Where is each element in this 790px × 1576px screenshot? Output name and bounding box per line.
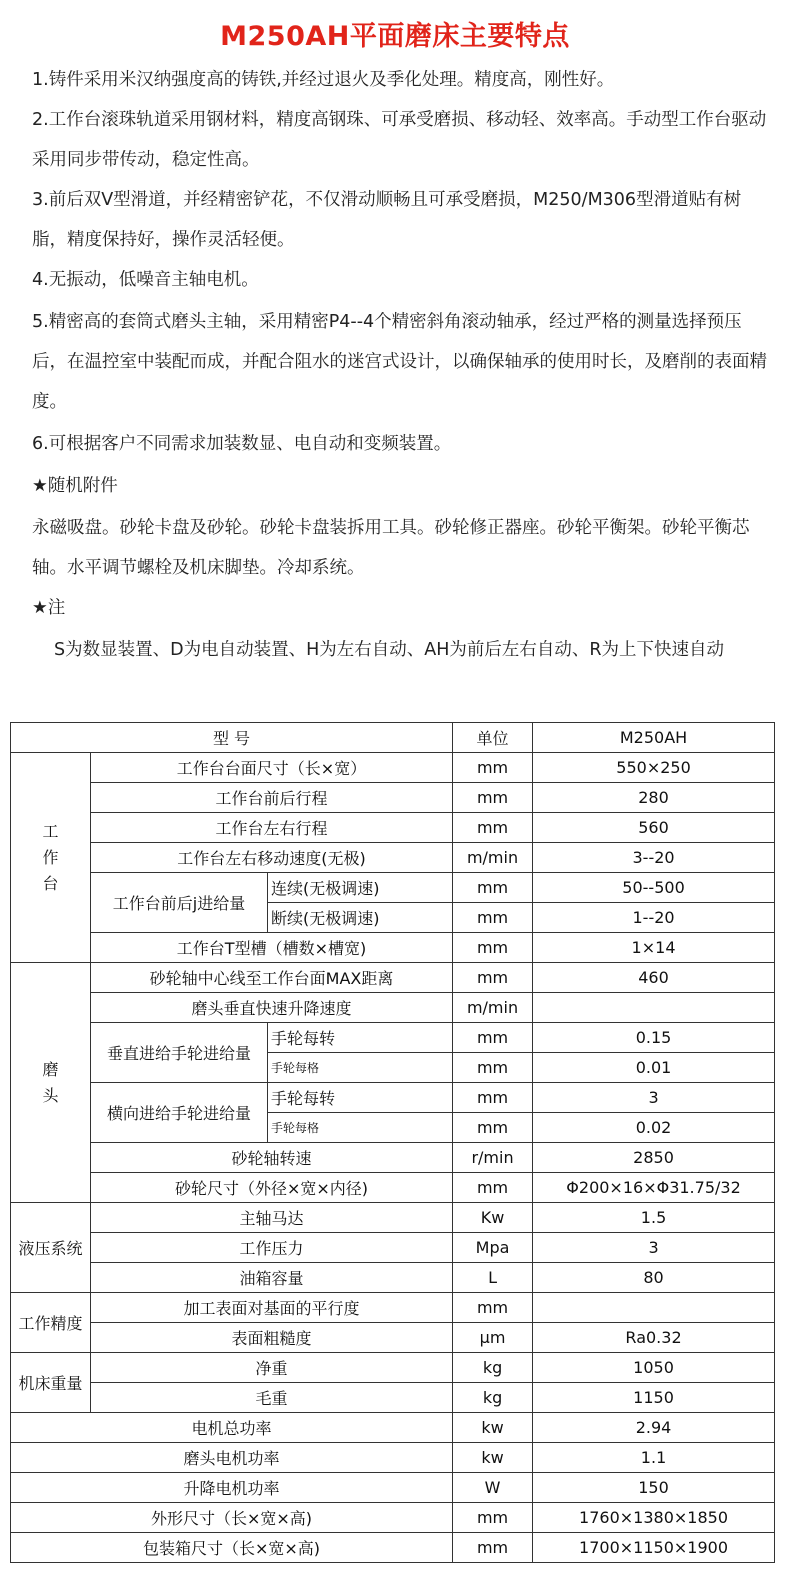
table-row [11, 813, 775, 843]
row-unit: mm [453, 1113, 533, 1143]
row-value: 0.02 [533, 1113, 775, 1143]
row-value: 1050 [533, 1353, 775, 1383]
row-unit: m/min [453, 843, 533, 873]
row-unit: m/min [453, 993, 533, 1023]
table-row [11, 1203, 775, 1233]
row-value: 2.94 [533, 1413, 775, 1443]
row-value: 80 [533, 1263, 775, 1293]
page-title: M250AH平面磨床主要特点 [220, 21, 570, 52]
row-unit: L [453, 1263, 533, 1293]
table-row [11, 1173, 775, 1203]
row-unit: mm [453, 1533, 533, 1563]
row-item: 工作台左右行程 [91, 813, 453, 843]
table-row [11, 1473, 775, 1503]
row-unit: mm [453, 1053, 533, 1083]
feature-1: 1.铸件采用米汉纳强度高的铸铁,并经过退火及季化处理。精度高，刚性好。 [32, 70, 615, 90]
note-heading: ★注 [32, 598, 66, 618]
table-row [11, 1413, 775, 1443]
row-item: 外形尺寸（长×宽×高) [11, 1503, 453, 1533]
row-item: 垂直进给手轮进给量 [91, 1023, 268, 1083]
group-grinding-head [11, 963, 91, 1203]
table-row [11, 1353, 775, 1383]
row-sub-item: 手轮每转 [268, 1083, 453, 1113]
table-row [11, 1383, 775, 1413]
row-unit: mm [453, 903, 533, 933]
accessories-heading: ★随机附件 [32, 476, 118, 496]
row-unit: mm [453, 1293, 533, 1323]
row-value: Ra0.32 [533, 1323, 775, 1353]
feature-5: 5.精密高的套筒式磨头主轴，采用精密P4--4个精密斜角滚动轴承，经过严格的测量选择预压后，在温控室中装配而成，并配合阻水的迷宫式设计，以确保轴承的使用时长，及磨削的表面精度。 [32, 312, 767, 412]
row-item: 电机总功率 [11, 1413, 453, 1443]
row-value: 3 [533, 1233, 775, 1263]
row-item: 工作台台面尺寸（长×宽） [91, 753, 453, 783]
row-item: 表面粗糙度 [91, 1323, 453, 1353]
row-unit: mm [453, 1023, 533, 1053]
row-sub-item: 手轮每格 [268, 1053, 453, 1083]
group-hydraulic: 液压系统 [11, 1203, 91, 1293]
row-value: 0.01 [533, 1053, 775, 1083]
row-value: 460 [533, 963, 775, 993]
header-model: M250AH [533, 723, 775, 753]
table-row [11, 1533, 775, 1563]
row-unit: r/min [453, 1143, 533, 1173]
group-worktable [11, 753, 91, 963]
row-item: 工作压力 [91, 1233, 453, 1263]
row-unit: mm [453, 963, 533, 993]
row-item: 毛重 [91, 1383, 453, 1413]
row-value: 1.5 [533, 1203, 775, 1233]
row-unit: kw [453, 1443, 533, 1473]
table-header-row [11, 723, 775, 753]
row-unit: kg [453, 1353, 533, 1383]
row-unit: mm [453, 783, 533, 813]
row-unit: Kw [453, 1203, 533, 1233]
row-value: 1150 [533, 1383, 775, 1413]
row-sub-item: 手轮每转 [268, 1023, 453, 1053]
row-unit: mm [453, 1503, 533, 1533]
row-unit: Mpa [453, 1233, 533, 1263]
row-item: 横向进给手轮进给量 [91, 1083, 268, 1143]
row-value: 1700×1150×1900 [533, 1533, 775, 1563]
row-unit: mm [453, 1173, 533, 1203]
feature-6: 6.可根据客户不同需求加装数显、电自动和变频装置。 [32, 434, 452, 454]
row-unit: mm [453, 813, 533, 843]
row-unit: μm [453, 1323, 533, 1353]
table-row [11, 783, 775, 813]
table-row [11, 993, 775, 1023]
table-row [11, 1443, 775, 1473]
row-sub-item: 手轮每格 [268, 1113, 453, 1143]
row-sub-item: 断续(无极调速) [268, 903, 453, 933]
table-row [11, 1323, 775, 1353]
spec-table [10, 722, 775, 1563]
row-unit: mm [453, 873, 533, 903]
row-value: 1--20 [533, 903, 775, 933]
header-item: 型 号 [11, 723, 453, 753]
note-text: S为数显装置、D为电自动装置、H为左右自动、AH为前后左右自动、R为上下快速自动 [54, 640, 725, 660]
row-unit: mm [453, 753, 533, 783]
row-value: 3 [533, 1083, 775, 1113]
row-sub-item: 连续(无极调速) [268, 873, 453, 903]
table-row [11, 933, 775, 963]
row-item: 砂轮轴转速 [91, 1143, 453, 1173]
accessories-text: 永磁吸盘。砂轮卡盘及砂轮。砂轮卡盘装拆用工具。砂轮修正器座。砂轮平衡架。砂轮平衡芯轴。水平调节螺栓及机床脚垫。冷却系统。 [32, 518, 750, 578]
feature-4: 4.无振动，低噪音主轴电机。 [32, 270, 259, 290]
row-item: 砂轮轴中心线至工作台面MAX距离 [91, 963, 453, 993]
table-row [11, 963, 775, 993]
table-row [11, 1233, 775, 1263]
row-item: 升降电机功率 [11, 1473, 453, 1503]
row-value: 560 [533, 813, 775, 843]
table-row [11, 1083, 775, 1113]
table-row [11, 1023, 775, 1053]
group-weight: 机床重量 [11, 1353, 91, 1413]
row-unit: kw [453, 1413, 533, 1443]
group-label: 工 作 台 [42, 821, 59, 893]
row-value: 1.1 [533, 1443, 775, 1473]
row-value: 150 [533, 1473, 775, 1503]
row-unit: mm [453, 933, 533, 963]
row-item: 工作台T型槽（槽数×槽宽) [91, 933, 453, 963]
row-value: 1760×1380×1850 [533, 1503, 775, 1533]
row-value [533, 993, 775, 1023]
row-value: 3--20 [533, 843, 775, 873]
row-item: 加工表面对基面的平行度 [91, 1293, 453, 1323]
row-value: 0.15 [533, 1023, 775, 1053]
row-item: 砂轮尺寸（外径×宽×内径) [91, 1173, 453, 1203]
row-item: 工作台前后行程 [91, 783, 453, 813]
row-value [533, 1293, 775, 1323]
row-item: 包装箱尺寸（长×宽×高) [11, 1533, 453, 1563]
row-item: 油箱容量 [91, 1263, 453, 1293]
row-item: 磨头垂直快速升降速度 [91, 993, 453, 1023]
table-row [11, 843, 775, 873]
header-unit: 单位 [453, 723, 533, 753]
group-label: 磨 头 [42, 1059, 59, 1105]
table-row [11, 1293, 775, 1323]
feature-3: 3.前后双V型滑道，并经精密铲花，不仅滑动顺畅且可承受磨损，M250/M306型滑道贴有树脂，精度保持好，操作灵活轻便。 [32, 190, 742, 250]
row-unit: mm [453, 1083, 533, 1113]
row-value: Φ200×16×Φ31.75/32 [533, 1173, 775, 1203]
table-row [11, 1503, 775, 1533]
table-row [11, 873, 775, 903]
row-item: 磨头电机功率 [11, 1443, 453, 1473]
row-item: 主轴马达 [91, 1203, 453, 1233]
row-value: 280 [533, 783, 775, 813]
row-item: 工作台左右移动速度(无极) [91, 843, 453, 873]
table-row [11, 1263, 775, 1293]
row-item: 净重 [91, 1353, 453, 1383]
row-unit: kg [453, 1383, 533, 1413]
row-value: 1×14 [533, 933, 775, 963]
row-value: 50--500 [533, 873, 775, 903]
row-item: 工作台前后j进给量 [91, 873, 268, 933]
feature-2: 2.工作台滚珠轨道采用钢材料，精度高钢珠、可承受磨损、移动轻、效率高。手动型工作台驱动采用同步带传动，稳定性高。 [32, 110, 767, 170]
table-row [11, 1143, 775, 1173]
group-precision: 工作精度 [11, 1293, 91, 1353]
row-value: 2850 [533, 1143, 775, 1173]
table-row [11, 753, 775, 783]
row-unit: W [453, 1473, 533, 1503]
row-value: 550×250 [533, 753, 775, 783]
